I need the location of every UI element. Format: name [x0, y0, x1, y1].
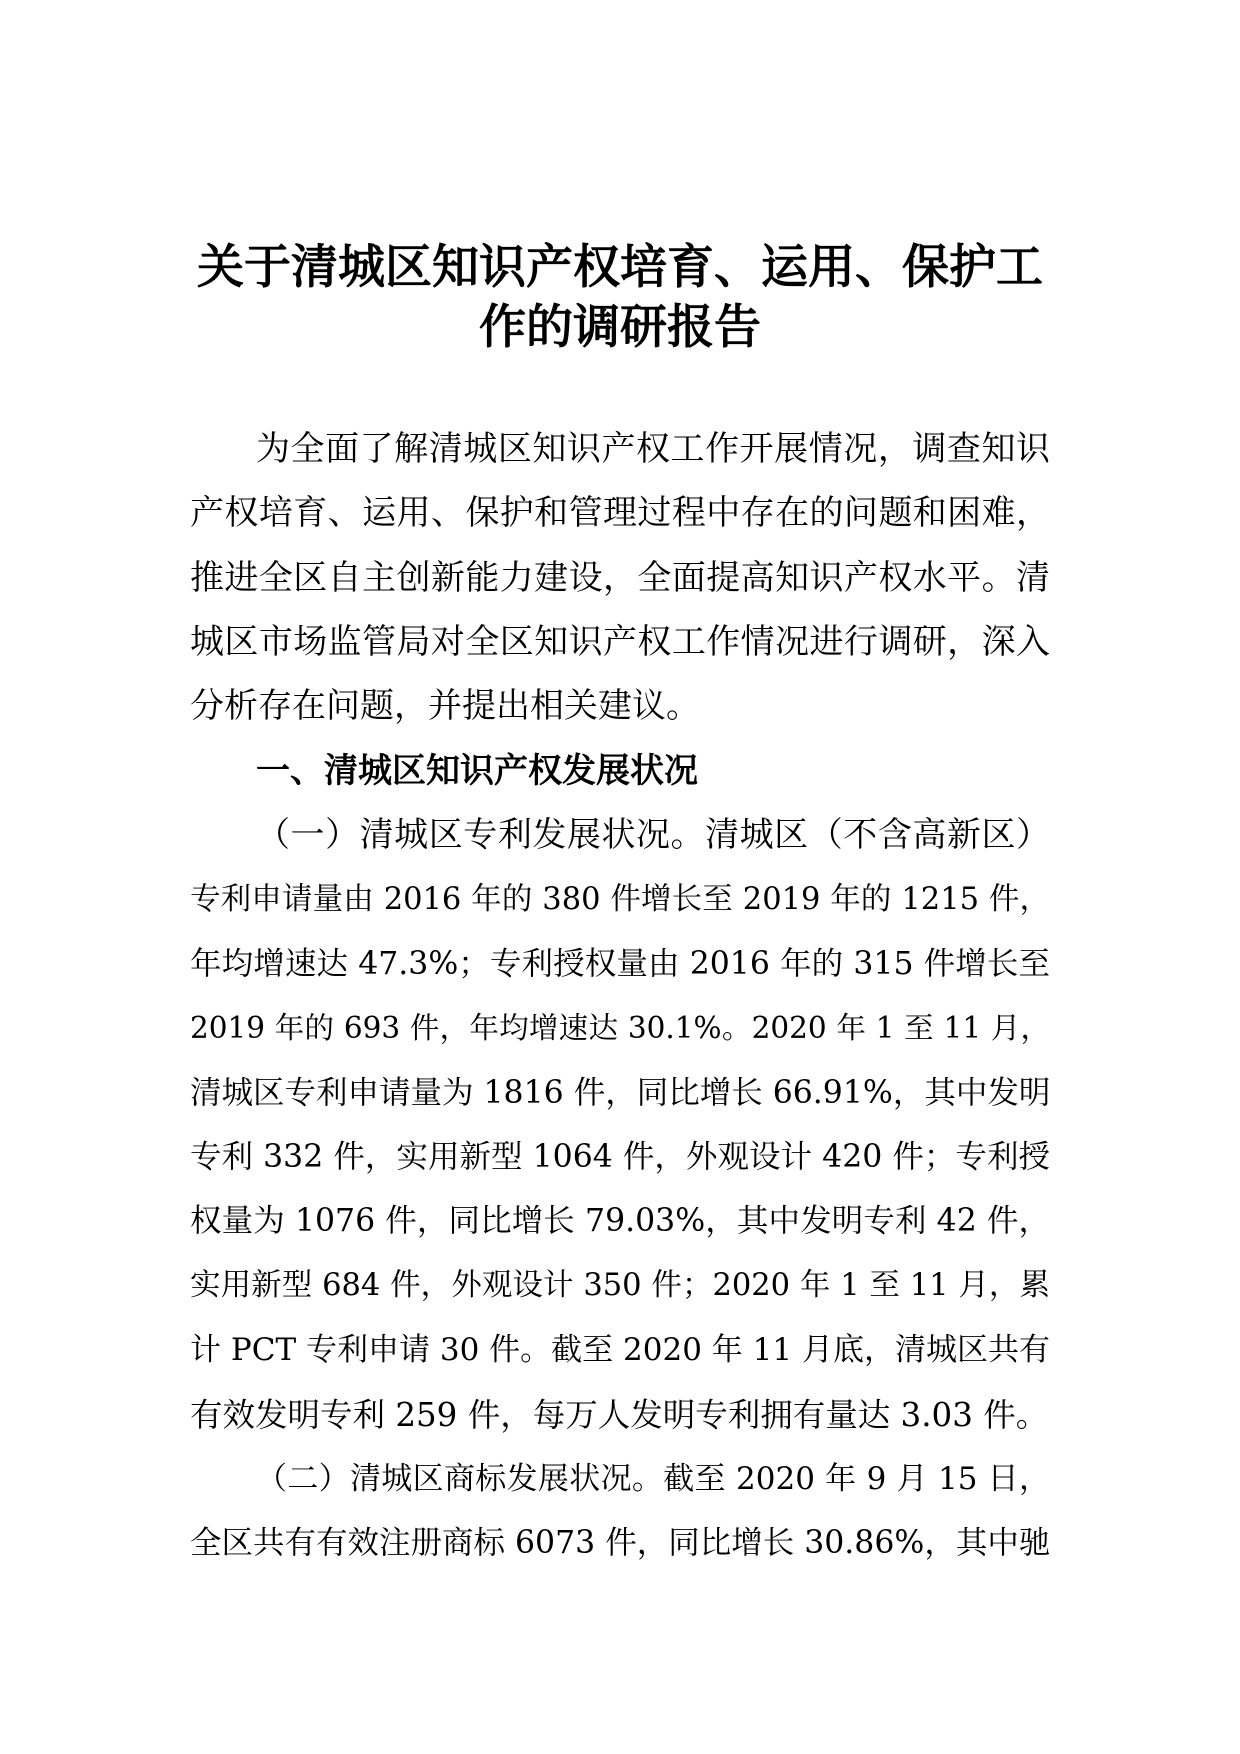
- paragraph-intro-line-3: 推进全区自主创新能力建设，全面提高知识产权水平。清: [190, 558, 1050, 598]
- paragraph-trademark-line-2: 全区共有有效注册商标 6073 件，同比增长 30.86%，其中驰: [190, 1525, 1051, 1561]
- document-title-line-2: 作的调研报告: [479, 300, 761, 355]
- paragraph-patent-line-7: 权量为 1076 件，同比增长 79.03%，其中发明专利 42 件，: [190, 1203, 1050, 1239]
- paragraph-intro-line-1: 为全面了解清城区知识产权工作开展情况，调查知识: [256, 429, 1050, 469]
- paragraph-patent-line-6: 专利 332 件，实用新型 1064 件，外观设计 420 件；专利授: [190, 1139, 1050, 1175]
- paragraph-patent-line-9: 计 PCT 专利申请 30 件。截至 2020 年 11 月底，清城区共有: [190, 1332, 1050, 1368]
- paragraph-patent-line-4: 2019 年的 693 件，年均增速达 30.1%。2020 年 1 至 11 月，: [190, 1011, 1050, 1045]
- paragraph-intro-line-2: 产权培育、运用、保护和管理过程中存在的问题和困难，: [190, 493, 1050, 533]
- paragraph-patent-line-3: 年均增速达 47.3%；专利授权量由 2016 年的 315 件增长至: [190, 946, 1050, 982]
- paragraph-patent-line-1: （一）清城区专利发展状况。清城区（不含高新区）: [256, 815, 1050, 855]
- paragraph-patent-line-10: 有效发明专利 259 件，每万人发明专利拥有量达 3.03 件。: [190, 1396, 1049, 1434]
- paragraph-intro-line-4: 城区市场监管局对全区知识产权工作情况进行调研，深入: [190, 622, 1050, 662]
- paragraph-trademark-line-1: （二）清城区商标发展状况。截至 2020 年 9 月 15 日，: [256, 1461, 1050, 1497]
- paragraph-intro-line-5: 分析存在问题，并提出相关建议。: [190, 686, 700, 726]
- document-title-line-1: 关于清城区知识产权培育、运用、保护工: [197, 240, 1043, 295]
- paragraph-patent-line-5: 清城区专利申请量为 1816 件，同比增长 66.91%，其中发明: [190, 1075, 1051, 1111]
- paragraph-patent-line-2: 专利申请量由 2016 年的 380 件增长至 2019 年的 1215 件，: [190, 882, 1050, 917]
- paragraph-patent-line-8: 实用新型 684 件，外观设计 350 件；2020 年 1 至 11 月，累: [190, 1268, 1050, 1303]
- section-heading-1: 一、清城区知识产权发展状况: [256, 751, 698, 791]
